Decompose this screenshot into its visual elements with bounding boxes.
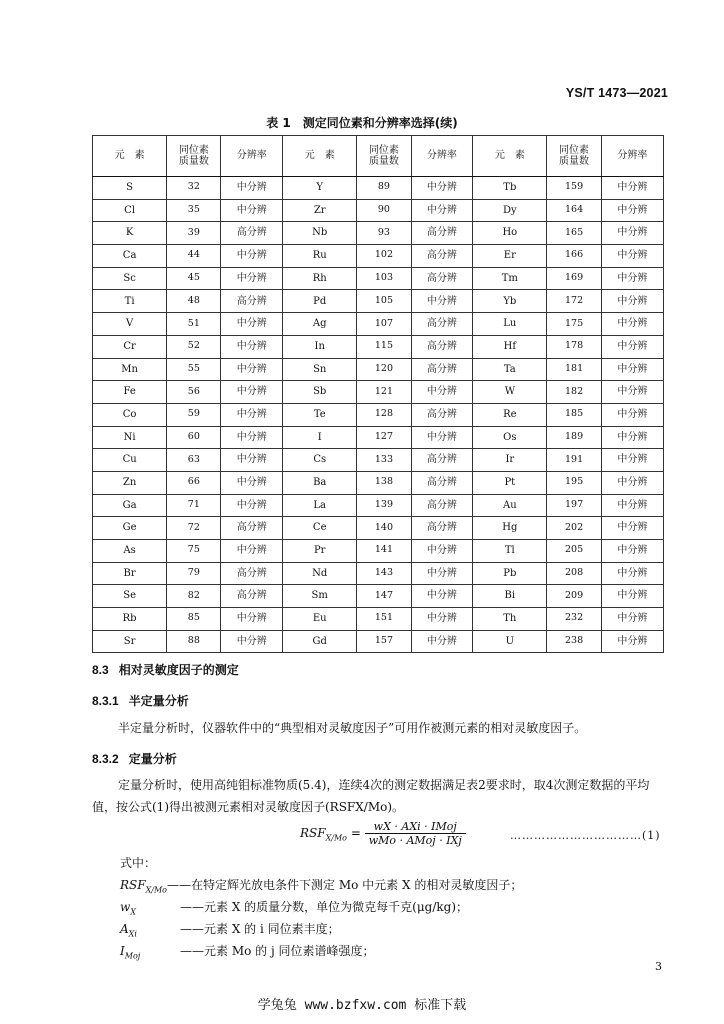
element-cell: I bbox=[283, 426, 357, 449]
element-cell: Zr bbox=[283, 199, 357, 222]
resolution-cell: 中分辨 bbox=[411, 540, 473, 563]
mass-number-cell: 157 bbox=[357, 630, 411, 653]
resolution-cell: 高分辨 bbox=[221, 517, 283, 540]
element-cell: As bbox=[93, 540, 167, 563]
resolution-cell: 中分辨 bbox=[601, 471, 663, 494]
mass-number-cell: 52 bbox=[167, 335, 221, 358]
resolution-cell: 高分辨 bbox=[411, 494, 473, 517]
table-row bbox=[93, 358, 664, 381]
element-cell: Tl bbox=[473, 540, 547, 563]
resolution-cell: 中分辨 bbox=[221, 540, 283, 563]
element-cell: Cs bbox=[283, 449, 357, 472]
mass-number-cell: 59 bbox=[167, 403, 221, 426]
table-row bbox=[93, 449, 664, 472]
mass-number-cell: 56 bbox=[167, 381, 221, 404]
resolution-cell: 中分辨 bbox=[221, 199, 283, 222]
mass-number-cell: 141 bbox=[357, 540, 411, 563]
resolution-cell: 中分辨 bbox=[221, 403, 283, 426]
element-cell: Br bbox=[93, 562, 167, 585]
element-cell: La bbox=[283, 494, 357, 517]
mass-number-cell: 90 bbox=[357, 199, 411, 222]
mass-number-cell: 143 bbox=[357, 562, 411, 585]
resolution-cell: 中分辨 bbox=[221, 426, 283, 449]
where-label: 式中： bbox=[120, 856, 157, 870]
mass-number-cell: 55 bbox=[167, 358, 221, 381]
element-cell: K bbox=[93, 222, 167, 245]
resolution-cell: 中分辨 bbox=[601, 177, 663, 200]
resolution-cell: 中分辨 bbox=[221, 449, 283, 472]
mass-number-cell: 75 bbox=[167, 540, 221, 563]
element-cell: Th bbox=[473, 608, 547, 631]
resolution-cell: 高分辨 bbox=[411, 517, 473, 540]
table-title: 表 1 测定同位素和分辨率选择(续) bbox=[266, 116, 458, 130]
resolution-cell: 中分辨 bbox=[601, 585, 663, 608]
element-cell: Co bbox=[93, 403, 167, 426]
element-cell: Hg bbox=[473, 517, 547, 540]
element-cell: Zn bbox=[93, 471, 167, 494]
mass-number-cell: 232 bbox=[547, 608, 601, 631]
section-8-3-2-text: 定量分析时，使用高纯钼标准物质(5.4)，连续4次的测定数据满足表2要求时，取4次测定数据的平均值，按公式(1)得出被测元素相对灵敏度因子(RSFX/Mo)。 bbox=[92, 778, 650, 814]
element-cell: Nb bbox=[283, 222, 357, 245]
mass-number-cell: 208 bbox=[547, 562, 601, 585]
element-cell: In bbox=[283, 335, 357, 358]
mass-number-cell: 182 bbox=[547, 381, 601, 404]
resolution-cell: 中分辨 bbox=[601, 267, 663, 290]
section-8-3-1-text: 半定量分析时，仪器软件中的“典型相对灵敏度因子”可用作被测元素的相对灵敏度因子。 bbox=[118, 721, 587, 735]
table-row bbox=[93, 335, 664, 358]
mass-number-cell: 102 bbox=[357, 245, 411, 268]
element-cell: Se bbox=[93, 585, 167, 608]
resolution-cell: 中分辨 bbox=[601, 426, 663, 449]
element-cell: Tb bbox=[473, 177, 547, 200]
element-cell: Dy bbox=[473, 199, 547, 222]
resolution-cell: 高分辨 bbox=[221, 562, 283, 585]
formula-denominator: wMo · AMoj · IXj bbox=[368, 834, 462, 847]
resolution-cell: 中分辨 bbox=[221, 245, 283, 268]
resolution-cell: 中分辨 bbox=[601, 449, 663, 472]
element-cell: Cl bbox=[93, 199, 167, 222]
resolution-cell: 中分辨 bbox=[221, 177, 283, 200]
mass-number-cell: 35 bbox=[167, 199, 221, 222]
element-cell: Sr bbox=[93, 630, 167, 653]
table-row bbox=[93, 494, 664, 517]
resolution-cell: 中分辨 bbox=[601, 608, 663, 631]
resolution-cell: 高分辨 bbox=[411, 222, 473, 245]
definition-imoj: $I_{Moj}$ ——元素 Mo 的 j 同位素谱峰强度； bbox=[120, 944, 375, 961]
element-cell: Ag bbox=[283, 313, 357, 336]
element-cell: Pb bbox=[473, 562, 547, 585]
section-8-3-heading: 8.3 相对灵敏度因子的测定 bbox=[92, 663, 239, 677]
definition-wx: $w_X$ ——元素 X 的质量分数，单位为微克每千克(μg/kg)； bbox=[120, 900, 469, 917]
element-cell: Ca bbox=[93, 245, 167, 268]
formula-numerator: wX · AXi · IMoj bbox=[365, 820, 466, 834]
table-row bbox=[93, 471, 664, 494]
mass-number-cell: 107 bbox=[357, 313, 411, 336]
element-cell: Sm bbox=[283, 585, 357, 608]
mass-number-cell: 197 bbox=[547, 494, 601, 517]
element-cell: Pr bbox=[283, 540, 357, 563]
resolution-cell: 中分辨 bbox=[411, 177, 473, 200]
element-cell: Er bbox=[473, 245, 547, 268]
mass-number-cell: 88 bbox=[167, 630, 221, 653]
element-cell: Au bbox=[473, 494, 547, 517]
mass-number-cell: 147 bbox=[357, 585, 411, 608]
element-cell: Y bbox=[283, 177, 357, 200]
mass-number-cell: 121 bbox=[357, 381, 411, 404]
mass-number-cell: 185 bbox=[547, 403, 601, 426]
mass-number-cell: 175 bbox=[547, 313, 601, 336]
mass-number-cell: 172 bbox=[547, 290, 601, 313]
element-cell: Hf bbox=[473, 335, 547, 358]
table-header-cell: 分辨率 bbox=[221, 136, 283, 177]
isotope-resolution-table bbox=[92, 135, 664, 653]
resolution-cell: 中分辨 bbox=[411, 608, 473, 631]
table-header-cell: 分辨率 bbox=[411, 136, 473, 177]
element-cell: Nd bbox=[283, 562, 357, 585]
element-cell: Mn bbox=[93, 358, 167, 381]
table-row bbox=[93, 608, 664, 631]
standard-code: YS/T 1473—2021 bbox=[565, 86, 668, 100]
resolution-cell: 高分辨 bbox=[411, 471, 473, 494]
element-cell: Lu bbox=[473, 313, 547, 336]
mass-number-cell: 127 bbox=[357, 426, 411, 449]
table-header-cell: 元 素 bbox=[473, 136, 547, 177]
mass-number-cell: 205 bbox=[547, 540, 601, 563]
resolution-cell: 中分辨 bbox=[601, 403, 663, 426]
resolution-cell: 中分辨 bbox=[411, 426, 473, 449]
table-row bbox=[93, 562, 664, 585]
resolution-cell: 中分辨 bbox=[601, 630, 663, 653]
resolution-cell: 中分辨 bbox=[221, 608, 283, 631]
resolution-cell: 中分辨 bbox=[221, 335, 283, 358]
mass-number-cell: 45 bbox=[167, 267, 221, 290]
footer-watermark[interactable]: 学兔兔 www.bzfxw.com 标准下载 bbox=[257, 998, 467, 1013]
mass-number-cell: 48 bbox=[167, 290, 221, 313]
element-cell: Rb bbox=[93, 608, 167, 631]
mass-number-cell: 140 bbox=[357, 517, 411, 540]
table-row bbox=[93, 177, 664, 200]
resolution-cell: 中分辨 bbox=[601, 562, 663, 585]
mass-number-cell: 93 bbox=[357, 222, 411, 245]
mass-number-cell: 32 bbox=[167, 177, 221, 200]
element-cell: Pt bbox=[473, 471, 547, 494]
element-cell: Re bbox=[473, 403, 547, 426]
element-cell: Eu bbox=[283, 608, 357, 631]
mass-number-cell: 164 bbox=[547, 199, 601, 222]
element-cell: Sn bbox=[283, 358, 357, 381]
mass-number-cell: 165 bbox=[547, 222, 601, 245]
mass-number-cell: 71 bbox=[167, 494, 221, 517]
resolution-cell: 中分辨 bbox=[601, 381, 663, 404]
resolution-cell: 中分辨 bbox=[601, 199, 663, 222]
page-number: 3 bbox=[655, 960, 662, 973]
resolution-cell: 中分辨 bbox=[411, 199, 473, 222]
resolution-cell: 高分辨 bbox=[221, 222, 283, 245]
resolution-cell: 高分辨 bbox=[411, 313, 473, 336]
mass-number-cell: 51 bbox=[167, 313, 221, 336]
element-cell: Os bbox=[473, 426, 547, 449]
mass-number-cell: 238 bbox=[547, 630, 601, 653]
table-header-cell: 元 素 bbox=[283, 136, 357, 177]
element-cell: Ce bbox=[283, 517, 357, 540]
resolution-cell: 高分辨 bbox=[411, 335, 473, 358]
element-cell: V bbox=[93, 313, 167, 336]
mass-number-cell: 79 bbox=[167, 562, 221, 585]
mass-number-cell: 159 bbox=[547, 177, 601, 200]
element-cell: Fe bbox=[93, 381, 167, 404]
resolution-cell: 中分辨 bbox=[221, 494, 283, 517]
mass-number-cell: 138 bbox=[357, 471, 411, 494]
mass-number-cell: 85 bbox=[167, 608, 221, 631]
mass-number-cell: 195 bbox=[547, 471, 601, 494]
element-cell: Gd bbox=[283, 630, 357, 653]
mass-number-cell: 169 bbox=[547, 267, 601, 290]
mass-number-cell: 72 bbox=[167, 517, 221, 540]
resolution-cell: 中分辨 bbox=[221, 267, 283, 290]
resolution-cell: 中分辨 bbox=[601, 290, 663, 313]
mass-number-cell: 105 bbox=[357, 290, 411, 313]
section-8-3-1-heading: 8.3.1 半定量分析 bbox=[92, 694, 189, 708]
table-header-cell: 元 素 bbox=[93, 136, 167, 177]
resolution-cell: 中分辨 bbox=[411, 290, 473, 313]
mass-number-cell: 209 bbox=[547, 585, 601, 608]
resolution-cell: 中分辨 bbox=[221, 313, 283, 336]
table-header-row bbox=[93, 136, 664, 177]
mass-number-cell: 139 bbox=[357, 494, 411, 517]
table-row bbox=[93, 290, 664, 313]
element-cell: U bbox=[473, 630, 547, 653]
mass-number-cell: 178 bbox=[547, 335, 601, 358]
mass-number-cell: 82 bbox=[167, 585, 221, 608]
resolution-cell: 中分辨 bbox=[601, 517, 663, 540]
mass-number-cell: 181 bbox=[547, 358, 601, 381]
resolution-cell: 高分辨 bbox=[221, 585, 283, 608]
table-row bbox=[93, 585, 664, 608]
table-row bbox=[93, 630, 664, 653]
table-row bbox=[93, 267, 664, 290]
element-cell: Sb bbox=[283, 381, 357, 404]
mass-number-cell: 39 bbox=[167, 222, 221, 245]
mass-number-cell: 191 bbox=[547, 449, 601, 472]
table-header-cell: 同位素 质量数 bbox=[357, 136, 411, 177]
resolution-cell: 高分辨 bbox=[411, 449, 473, 472]
table-header-cell: 同位素 质量数 bbox=[167, 136, 221, 177]
table-row bbox=[93, 540, 664, 563]
table-row bbox=[93, 199, 664, 222]
resolution-cell: 中分辨 bbox=[411, 562, 473, 585]
element-cell: Cr bbox=[93, 335, 167, 358]
table-row bbox=[93, 245, 664, 268]
mass-number-cell: 66 bbox=[167, 471, 221, 494]
element-cell: Ho bbox=[473, 222, 547, 245]
element-cell: Yb bbox=[473, 290, 547, 313]
resolution-cell: 中分辨 bbox=[221, 471, 283, 494]
mass-number-cell: 151 bbox=[357, 608, 411, 631]
table-header-cell: 分辨率 bbox=[601, 136, 663, 177]
mass-number-cell: 120 bbox=[357, 358, 411, 381]
mass-number-cell: 166 bbox=[547, 245, 601, 268]
element-cell: Te bbox=[283, 403, 357, 426]
resolution-cell: 中分辨 bbox=[221, 358, 283, 381]
resolution-cell: 中分辨 bbox=[601, 245, 663, 268]
element-cell: Ga bbox=[93, 494, 167, 517]
element-cell: Pd bbox=[283, 290, 357, 313]
resolution-cell: 中分辨 bbox=[601, 494, 663, 517]
resolution-cell: 中分辨 bbox=[221, 630, 283, 653]
resolution-cell: 高分辨 bbox=[221, 290, 283, 313]
resolution-cell: 中分辨 bbox=[601, 335, 663, 358]
resolution-cell: 中分辨 bbox=[411, 381, 473, 404]
mass-number-cell: 189 bbox=[547, 426, 601, 449]
table-row bbox=[93, 517, 664, 540]
table-row bbox=[93, 381, 664, 404]
formula-number: ……………………………(1) bbox=[510, 829, 661, 842]
element-cell: S bbox=[93, 177, 167, 200]
mass-number-cell: 128 bbox=[357, 403, 411, 426]
element-cell: Ir bbox=[473, 449, 547, 472]
element-cell: Rh bbox=[283, 267, 357, 290]
mass-number-cell: 63 bbox=[167, 449, 221, 472]
element-cell: W bbox=[473, 381, 547, 404]
resolution-cell: 高分辨 bbox=[411, 358, 473, 381]
table-row bbox=[93, 426, 664, 449]
element-cell: Ta bbox=[473, 358, 547, 381]
element-cell: Ni bbox=[93, 426, 167, 449]
resolution-cell: 高分辨 bbox=[411, 267, 473, 290]
element-cell: Ba bbox=[283, 471, 357, 494]
table-row bbox=[93, 403, 664, 426]
resolution-cell: 中分辨 bbox=[221, 381, 283, 404]
resolution-cell: 高分辨 bbox=[411, 245, 473, 268]
resolution-cell: 中分辨 bbox=[411, 585, 473, 608]
mass-number-cell: 60 bbox=[167, 426, 221, 449]
section-8-3-2-heading: 8.3.2 定量分析 bbox=[92, 752, 177, 766]
table-row bbox=[93, 222, 664, 245]
element-cell: Sc bbox=[93, 267, 167, 290]
resolution-cell: 中分辨 bbox=[601, 313, 663, 336]
resolution-cell: 中分辨 bbox=[601, 358, 663, 381]
element-cell: Cu bbox=[93, 449, 167, 472]
rsf-formula: $RSF_{X/Mo}$ = $\frac{\text{wX · AXi · IMoj}}{\text{wMo · AMoj · IXj}}$ bbox=[300, 820, 466, 847]
mass-number-cell: 44 bbox=[167, 245, 221, 268]
element-cell: Ru bbox=[283, 245, 357, 268]
resolution-cell: 中分辨 bbox=[411, 630, 473, 653]
definition-rsf: $RSF_{X/Mo}——$在特定辉光放电条件下测定 Mo 中元素 X 的相对灵敏度因子； bbox=[120, 878, 523, 895]
table-row bbox=[93, 313, 664, 336]
element-cell: Ti bbox=[93, 290, 167, 313]
mass-number-cell: 202 bbox=[547, 517, 601, 540]
table-header-cell: 同位素 质量数 bbox=[547, 136, 601, 177]
resolution-cell: 高分辨 bbox=[411, 403, 473, 426]
mass-number-cell: 103 bbox=[357, 267, 411, 290]
resolution-cell: 中分辨 bbox=[601, 222, 663, 245]
resolution-cell: 中分辨 bbox=[601, 540, 663, 563]
mass-number-cell: 89 bbox=[357, 177, 411, 200]
definition-axi: $A_{Xi}$ ——元素 X 的 i 同位素丰度； bbox=[120, 922, 340, 939]
element-cell: Tm bbox=[473, 267, 547, 290]
mass-number-cell: 133 bbox=[357, 449, 411, 472]
element-cell: Ge bbox=[93, 517, 167, 540]
mass-number-cell: 115 bbox=[357, 335, 411, 358]
element-cell: Bi bbox=[473, 585, 547, 608]
